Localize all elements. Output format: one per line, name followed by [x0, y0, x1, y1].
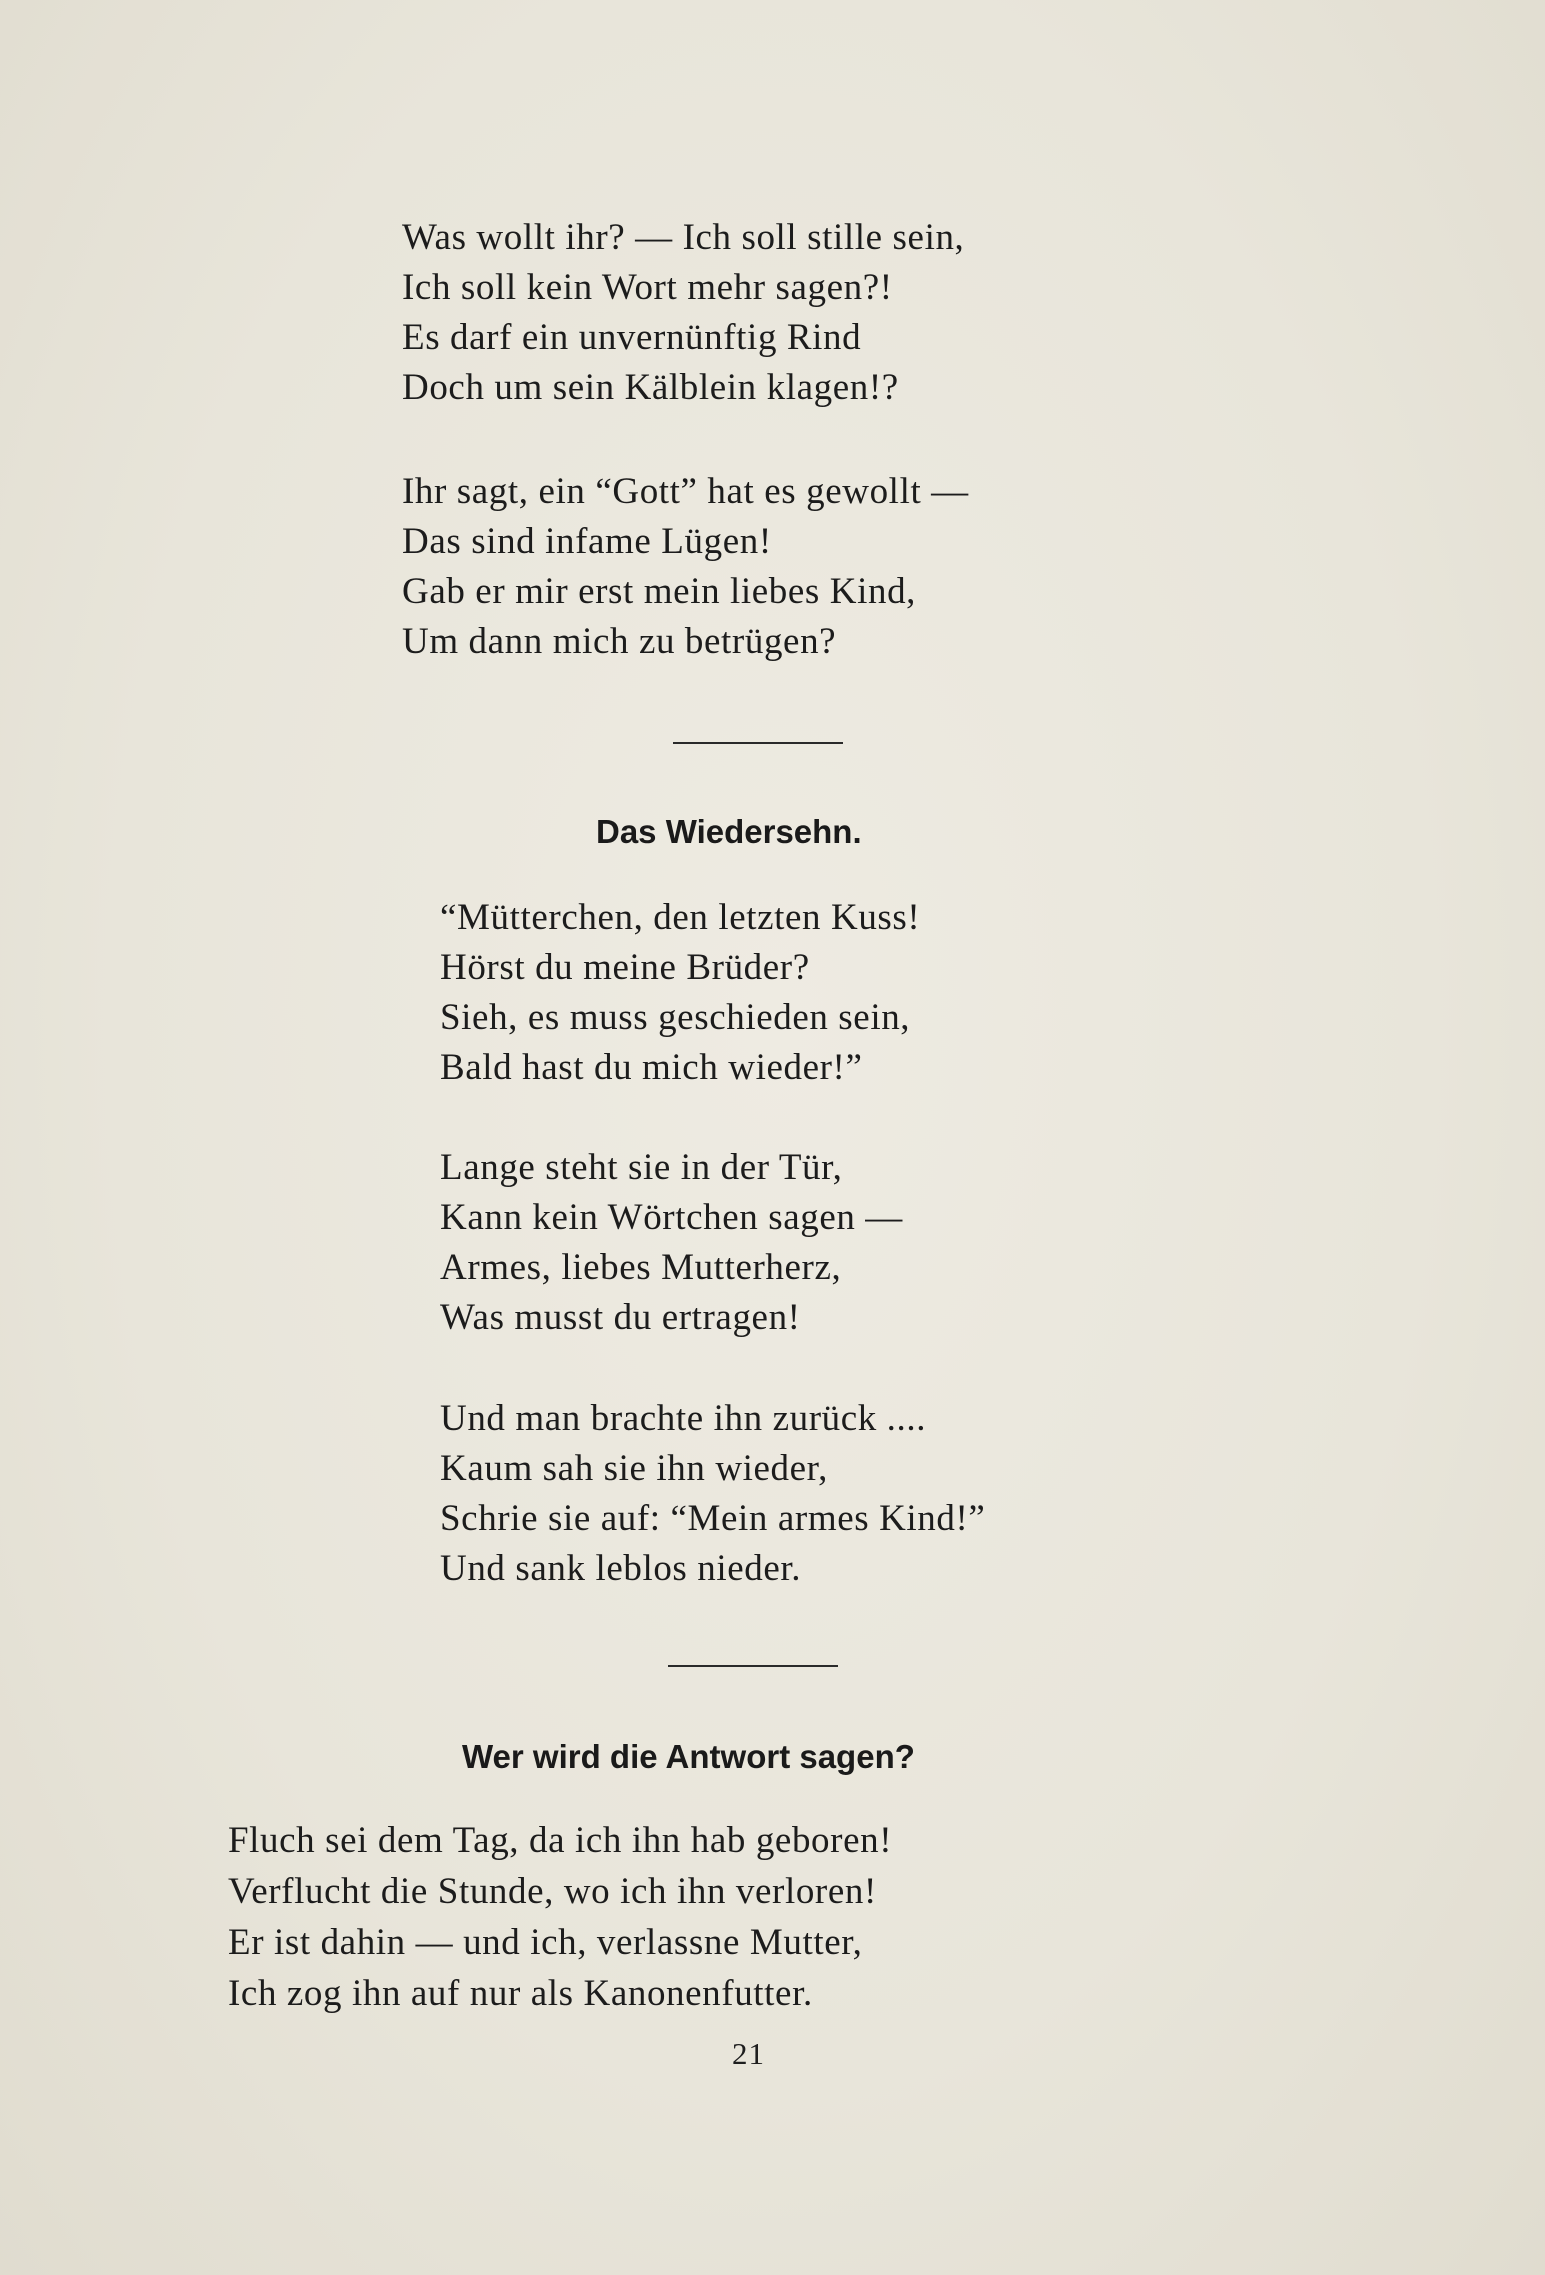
poem-line: Ihr sagt, ein “Gott” hat es gewollt — — [402, 471, 969, 512]
poem-line: Bald hast du mich wieder!” — [440, 1047, 863, 1088]
poem-line: Ich soll kein Wort mehr sagen?! — [402, 267, 893, 308]
poem-line: Fluch sei dem Tag, da ich ihn hab geboren! — [228, 1820, 893, 1861]
poem-line: Es darf ein unvernünftig Rind — [402, 317, 862, 358]
poem2-stanza-3 — [440, 1394, 985, 1594]
poem-line: Hörst du meine Brüder? — [440, 947, 810, 988]
poem-line: Armes, liebes Mutterherz, — [440, 1247, 842, 1288]
poem-line: Lange steht sie in der Tür, — [440, 1147, 843, 1188]
poem-line: Was musst du ertragen! — [440, 1297, 801, 1338]
poem1-stanza-1 — [402, 213, 964, 413]
poem-line: Gab er mir erst mein liebes Kind, — [402, 571, 917, 612]
poem-line: Schrie sie auf: “Mein armes Kind!” — [440, 1498, 986, 1539]
poem3-stanza-1 — [228, 1815, 892, 2019]
poem-line: Kann kein Wörtchen sagen — — [440, 1197, 903, 1238]
poem-line: Um dann mich zu betrügen? — [402, 621, 837, 662]
poem2-stanza-2 — [440, 1143, 903, 1343]
poem-line: Kaum sah sie ihn wieder, — [440, 1448, 828, 1489]
poem-line: Er ist dahin — und ich, verlassne Mutter, — [228, 1922, 863, 1963]
poem-line: Doch um sein Kälblein klagen!? — [402, 367, 899, 408]
section-divider — [668, 1665, 838, 1667]
poem-line: Sieh, es muss geschieden sein, — [440, 997, 911, 1038]
poem-line: Was wollt ihr? — Ich soll stille sein, — [402, 217, 965, 258]
page-number: 21 — [732, 2036, 765, 2071]
poem-line: Verflucht die Stunde, wo ich ihn verloren! — [228, 1871, 877, 1912]
poem2-title: Das Wiedersehn. — [596, 813, 862, 850]
section-divider — [673, 742, 843, 744]
poem3-title: Wer wird die Antwort sagen? — [462, 1738, 915, 1775]
poem-line: Und sank leblos nieder. — [440, 1548, 802, 1589]
poem-line: “Mütterchen, den letzten Kuss! — [440, 897, 921, 938]
poem1-stanza-2 — [402, 467, 969, 667]
poem-line: Das sind infame Lügen! — [402, 521, 772, 562]
poem2-stanza-1 — [440, 893, 920, 1093]
poem-line: Und man brachte ihn zurück .... — [440, 1398, 927, 1439]
poem-line: Ich zog ihn auf nur als Kanonenfutter. — [228, 1973, 813, 2014]
